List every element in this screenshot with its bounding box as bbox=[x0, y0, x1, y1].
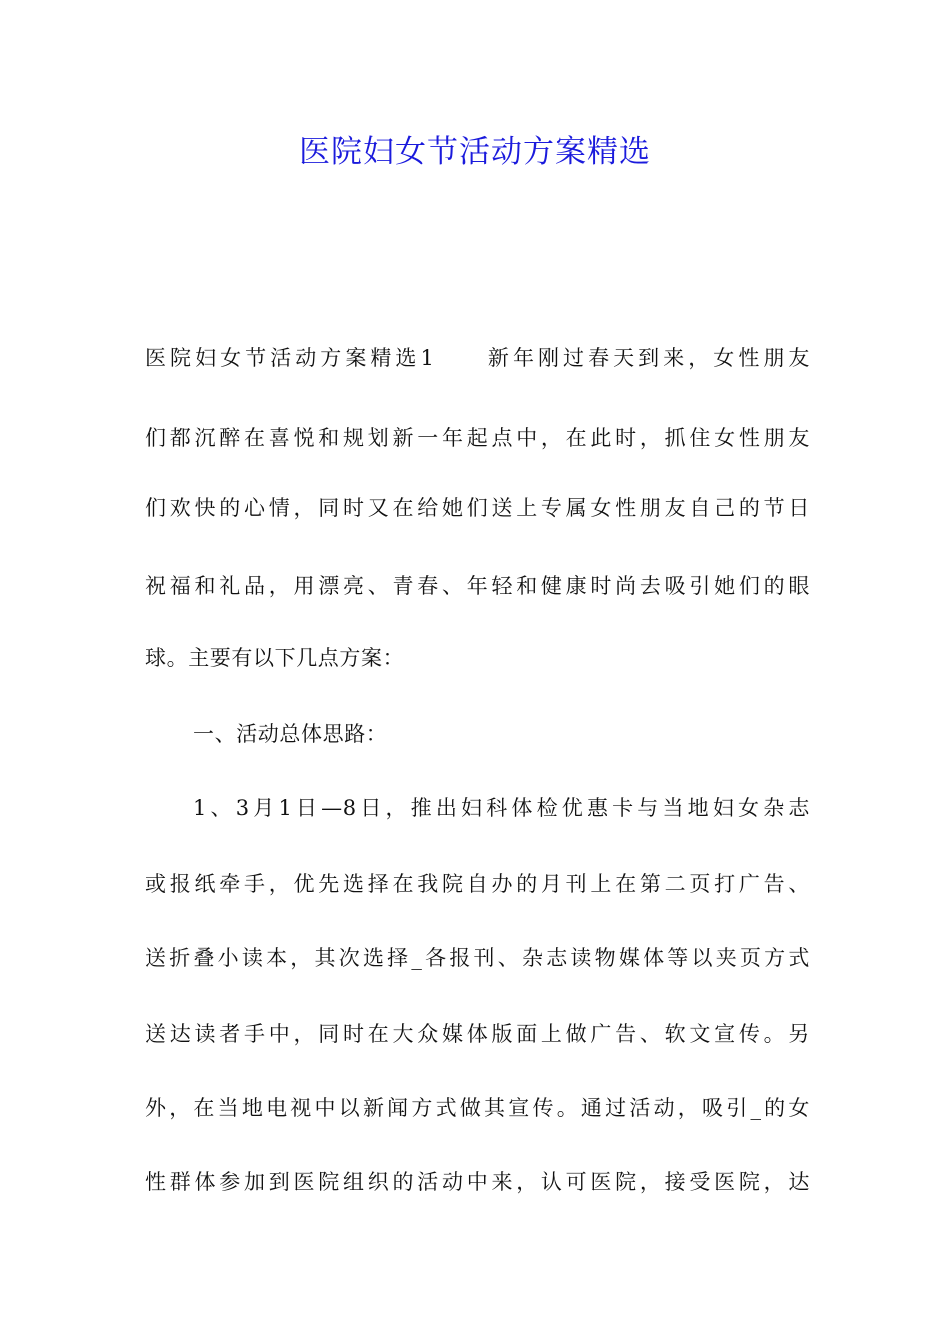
paragraph-line: 外，在当地电视中以新闻方式做其宣传。通过活动，吸引_的女 bbox=[145, 1096, 810, 1120]
document-title: 医院妇女节活动方案精选 bbox=[299, 134, 651, 170]
paragraph-line: 祝福和礼品，用漂亮、青春、年轻和健康时尚去吸引她们的眼 bbox=[145, 574, 810, 598]
paragraph-line: 1、3月1日—8日，推出妇科体检优惠卡与当地妇女杂志 bbox=[193, 796, 810, 820]
paragraph-line: 或报纸牵手，优先选择在我院自办的月刊上在第二页打广告、 bbox=[145, 872, 810, 896]
paragraph-line: 医院妇女节活动方案精选1 新年刚过春天到来，女性朋友 bbox=[145, 346, 810, 370]
paragraph-line: 球。主要有以下几点方案： bbox=[145, 646, 405, 670]
paragraph-line: 送达读者手中，同时在大众媒体版面上做广告、软文宣传。另 bbox=[145, 1022, 810, 1046]
section-heading: 一、活动总体思路： bbox=[193, 722, 388, 746]
paragraph-line: 送折叠小读本，其次选择_各报刊、杂志读物媒体等以夹页方式 bbox=[145, 946, 810, 970]
paragraph-line: 们欢快的心情，同时又在给她们送上专属女性朋友自己的节日 bbox=[145, 496, 810, 520]
paragraph-line: 性群体参加到医院组织的活动中来，认可医院，接受医院，达 bbox=[145, 1170, 810, 1194]
paragraph-line: 们都沉醉在喜悦和规划新一年起点中，在此时，抓住女性朋友 bbox=[145, 426, 810, 450]
